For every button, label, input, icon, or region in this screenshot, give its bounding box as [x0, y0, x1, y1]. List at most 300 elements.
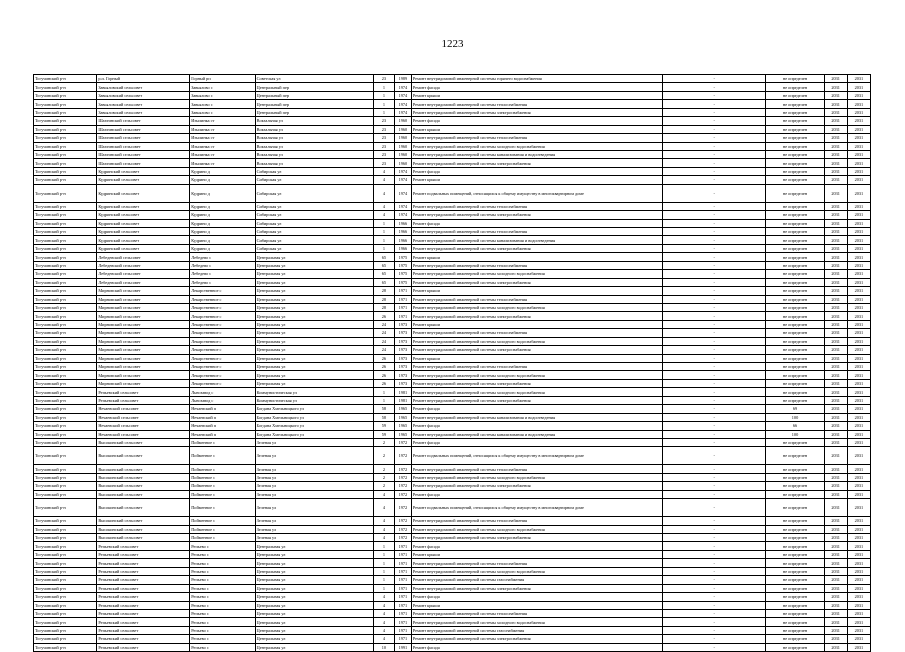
- settlement-cell: Пойменное с: [190, 534, 255, 542]
- area-cell: не определен: [766, 517, 824, 525]
- work-type-cell: Ремонт внутридомовой инженерной системы электроснабжения: [411, 211, 662, 219]
- district-cell: Тогучинский р-н: [34, 447, 97, 465]
- settlement-cell: Кудрино д: [190, 219, 255, 227]
- year-start-cell: 2031: [824, 346, 847, 354]
- settlement-cell: Лекарственное с: [190, 303, 255, 311]
- work-type-cell: Ремонт внутридомовой инженерной системы холодного водоснабжения: [411, 525, 662, 533]
- district-cell: Тогучинский р-н: [34, 320, 97, 328]
- year-built-cell: 1972: [394, 447, 411, 465]
- year-built-cell: 1972: [394, 517, 411, 525]
- cost-cell: -: [663, 430, 766, 438]
- district-cell: Тогучинский р-н: [34, 542, 97, 550]
- cost-cell: -: [663, 261, 766, 269]
- street-cell: Сибирская ул: [255, 228, 373, 236]
- house-number-cell: 1: [373, 236, 394, 244]
- house-number-cell: 4: [373, 601, 394, 609]
- municipality-cell: Шахтинский сельсовет: [97, 159, 190, 167]
- year-built-cell: 1960: [394, 134, 411, 142]
- year-start-cell: 2031: [824, 473, 847, 481]
- cost-cell: -: [663, 517, 766, 525]
- year-built-cell: 1971: [394, 626, 411, 634]
- cost-cell: -: [663, 593, 766, 601]
- work-type-cell: Ремонт внутридомовой инженерной системы теплоснабжения: [411, 100, 662, 108]
- year-start-cell: 2031: [824, 337, 847, 345]
- area-cell: не определен: [766, 100, 824, 108]
- district-cell: Тогучинский р-н: [34, 211, 97, 219]
- cost-cell: -: [663, 219, 766, 227]
- year-built-cell: 1966: [394, 236, 411, 244]
- work-type-cell: Ремонт крыши: [411, 320, 662, 328]
- house-number-cell: 2: [373, 465, 394, 473]
- area-cell: не определен: [766, 379, 824, 387]
- municipality-cell: Мирновский сельсовет: [97, 287, 190, 295]
- district-cell: Тогучинский р-н: [34, 593, 97, 601]
- cost-cell: -: [663, 150, 766, 158]
- year-built-cell: 1974: [394, 211, 411, 219]
- area-cell: не определен: [766, 346, 824, 354]
- table-row: [34, 228, 871, 236]
- year-built-cell: 1965: [394, 430, 411, 438]
- cost-cell: -: [663, 312, 766, 320]
- district-cell: Тогучинский р-н: [34, 499, 97, 517]
- repair-schedule-table: [33, 74, 871, 652]
- area-cell: не определен: [766, 465, 824, 473]
- house-number-cell: 65: [373, 278, 394, 286]
- street-cell: Центральная ул: [255, 303, 373, 311]
- year-built-cell: 1973: [394, 363, 411, 371]
- street-cell: Сибирская ул: [255, 176, 373, 184]
- cost-cell: -: [663, 550, 766, 558]
- year-built-cell: 1991: [394, 643, 411, 651]
- year-end-cell: 2031: [847, 202, 870, 210]
- table-row: [34, 371, 871, 379]
- district-cell: Тогучинский р-н: [34, 517, 97, 525]
- year-start-cell: 2031: [824, 438, 847, 446]
- area-cell: не определен: [766, 244, 824, 252]
- year-end-cell: 2031: [847, 618, 870, 626]
- district-cell: Тогучинский р-н: [34, 100, 97, 108]
- year-end-cell: 2031: [847, 346, 870, 354]
- cost-cell: -: [663, 534, 766, 542]
- settlement-cell: Кудрино д: [190, 202, 255, 210]
- table-row: [34, 270, 871, 278]
- year-end-cell: 2031: [847, 91, 870, 99]
- cost-cell: -: [663, 117, 766, 125]
- year-built-cell: 1973: [394, 329, 411, 337]
- year-end-cell: 2031: [847, 295, 870, 303]
- year-start-cell: 2031: [824, 83, 847, 91]
- settlement-cell: Репьево с: [190, 559, 255, 567]
- year-built-cell: 1975: [394, 253, 411, 261]
- municipality-cell: Высокинский сельсовет: [97, 482, 190, 490]
- work-type-cell: Ремонт внутридомовой инженерной системы холодного водоснабжения: [411, 142, 662, 150]
- settlement-cell: Кудрино д: [190, 228, 255, 236]
- house-number-cell: 23: [373, 75, 394, 83]
- municipality-cell: Шахтинский сельсовет: [97, 117, 190, 125]
- year-built-cell: 1981: [394, 396, 411, 404]
- district-cell: Тогучинский р-н: [34, 312, 97, 320]
- cost-cell: -: [663, 559, 766, 567]
- street-cell: Зеленая ул: [255, 482, 373, 490]
- settlement-cell: Репьево с: [190, 542, 255, 550]
- settlement-cell: Лекарственное с: [190, 354, 255, 362]
- municipality-cell: Кудринский сельсовет: [97, 202, 190, 210]
- table-row: [34, 91, 871, 99]
- house-number-cell: 65: [373, 270, 394, 278]
- street-cell: Зеленая ул: [255, 447, 373, 465]
- municipality-cell: Завьяловский сельсовет: [97, 83, 190, 91]
- year-start-cell: 2031: [824, 609, 847, 617]
- work-type-cell: Ремонт внутридомовой инженерной системы теплоснабжения: [411, 609, 662, 617]
- municipality-cell: Кудринский сельсовет: [97, 228, 190, 236]
- street-cell: Центральная ул: [255, 379, 373, 387]
- year-start-cell: 2031: [824, 379, 847, 387]
- year-built-cell: 1974: [394, 184, 411, 202]
- table-row: [34, 499, 871, 517]
- work-type-cell: Ремонт фасада: [411, 438, 662, 446]
- year-start-cell: 2031: [824, 542, 847, 550]
- table-row: [34, 567, 871, 575]
- year-start-cell: 2031: [824, 517, 847, 525]
- settlement-cell: Кудрино д: [190, 167, 255, 175]
- work-type-cell: Ремонт подвальных помещений, относящихся к общему имуществу в многоквартирном доме: [411, 447, 662, 465]
- year-end-cell: 2031: [847, 270, 870, 278]
- house-number-cell: 1: [373, 559, 394, 567]
- district-cell: Тогучинский р-н: [34, 490, 97, 498]
- house-number-cell: 1: [373, 584, 394, 592]
- settlement-cell: Кудрино д: [190, 176, 255, 184]
- year-start-cell: 2031: [824, 430, 847, 438]
- year-built-cell: 1966: [394, 244, 411, 252]
- municipality-cell: Высокинский сельсовет: [97, 465, 190, 473]
- house-number-cell: 4: [373, 499, 394, 517]
- year-end-cell: 2031: [847, 320, 870, 328]
- settlement-cell: Лебедево с: [190, 261, 255, 269]
- cost-cell: -: [663, 405, 766, 413]
- work-type-cell: Ремонт подвальных помещений, относящихся к общему имуществу в многоквартирном доме: [411, 184, 662, 202]
- year-start-cell: 2031: [824, 91, 847, 99]
- area-cell: не определен: [766, 312, 824, 320]
- year-built-cell: 1966: [394, 219, 411, 227]
- year-end-cell: 2031: [847, 75, 870, 83]
- area-cell: не определен: [766, 525, 824, 533]
- district-cell: Тогучинский р-н: [34, 167, 97, 175]
- table-row: [34, 618, 871, 626]
- year-start-cell: 2031: [824, 601, 847, 609]
- year-built-cell: 1975: [394, 270, 411, 278]
- municipality-cell: Шахтинский сельсовет: [97, 134, 190, 142]
- cost-cell: -: [663, 413, 766, 421]
- year-built-cell: 1971: [394, 312, 411, 320]
- house-number-cell: 28: [373, 295, 394, 303]
- year-built-cell: 1972: [394, 438, 411, 446]
- house-number-cell: 23: [373, 117, 394, 125]
- district-cell: Тогучинский р-н: [34, 422, 97, 430]
- year-end-cell: 2031: [847, 167, 870, 175]
- area-cell: 69: [766, 405, 824, 413]
- work-type-cell: Ремонт фасада: [411, 117, 662, 125]
- street-cell: Центральная ул: [255, 593, 373, 601]
- work-type-cell: Ремонт фасада: [411, 643, 662, 651]
- table-row: [34, 253, 871, 261]
- work-type-cell: Ремонт фасада: [411, 167, 662, 175]
- area-cell: не определен: [766, 211, 824, 219]
- table-row: [34, 312, 871, 320]
- area-cell: не определен: [766, 202, 824, 210]
- area-cell: не определен: [766, 354, 824, 362]
- municipality-cell: Мирновский сельсовет: [97, 371, 190, 379]
- year-end-cell: 2031: [847, 584, 870, 592]
- year-start-cell: 2031: [824, 150, 847, 158]
- page-number: 1223: [441, 38, 464, 50]
- house-number-cell: 23: [373, 125, 394, 133]
- district-cell: Тогучинский р-н: [34, 329, 97, 337]
- area-cell: не определен: [766, 261, 824, 269]
- table-row: [34, 379, 871, 387]
- settlement-cell: Лекарственное с: [190, 379, 255, 387]
- street-cell: Центральная ул: [255, 635, 373, 643]
- house-number-cell: 28: [373, 287, 394, 295]
- work-type-cell: Ремонт фасада: [411, 422, 662, 430]
- house-number-cell: 4: [373, 490, 394, 498]
- cost-cell: -: [663, 609, 766, 617]
- cost-cell: -: [663, 176, 766, 184]
- cost-cell: -: [663, 287, 766, 295]
- municipality-cell: Репьевский сельсовет: [97, 643, 190, 651]
- area-cell: не определен: [766, 91, 824, 99]
- settlement-cell: Кудрино д: [190, 211, 255, 219]
- year-start-cell: 2031: [824, 618, 847, 626]
- area-cell: не определен: [766, 473, 824, 481]
- house-number-cell: 4: [373, 202, 394, 210]
- year-built-cell: 1965: [394, 413, 411, 421]
- street-cell: Богдана Хмельницкого ул: [255, 422, 373, 430]
- area-cell: не определен: [766, 253, 824, 261]
- settlement-cell: Нечаевский п: [190, 405, 255, 413]
- year-end-cell: 2031: [847, 447, 870, 465]
- year-built-cell: 1972: [394, 473, 411, 481]
- cost-cell: -: [663, 295, 766, 303]
- municipality-cell: Высокинский сельсовет: [97, 447, 190, 465]
- cost-cell: -: [663, 601, 766, 609]
- year-built-cell: 1971: [394, 303, 411, 311]
- house-number-cell: 24: [373, 329, 394, 337]
- municipality-cell: Кудринский сельсовет: [97, 219, 190, 227]
- district-cell: Тогучинский р-н: [34, 601, 97, 609]
- municipality-cell: Нечаевский сельсовет: [97, 422, 190, 430]
- district-cell: Тогучинский р-н: [34, 184, 97, 202]
- house-number-cell: 4: [373, 525, 394, 533]
- work-type-cell: Ремонт внутридомовой инженерной системы теплоснабжения: [411, 559, 662, 567]
- house-number-cell: 26: [373, 379, 394, 387]
- street-cell: Сибирская ул: [255, 202, 373, 210]
- municipality-cell: Высокинский сельсовет: [97, 438, 190, 446]
- year-end-cell: 2031: [847, 388, 870, 396]
- house-number-cell: 59: [373, 430, 394, 438]
- municipality-cell: Мирновский сельсовет: [97, 346, 190, 354]
- street-cell: Центральная ул: [255, 576, 373, 584]
- area-cell: не определен: [766, 134, 824, 142]
- area-cell: не определен: [766, 584, 824, 592]
- area-cell: не определен: [766, 534, 824, 542]
- year-built-cell: 1971: [394, 609, 411, 617]
- year-end-cell: 2031: [847, 413, 870, 421]
- municipality-cell: р.п. Горный: [97, 75, 190, 83]
- municipality-cell: Шахтинский сельсовет: [97, 150, 190, 158]
- house-number-cell: 2: [373, 473, 394, 481]
- area-cell: не определен: [766, 150, 824, 158]
- district-cell: Тогучинский р-н: [34, 83, 97, 91]
- table-row: [34, 83, 871, 91]
- area-cell: не определен: [766, 270, 824, 278]
- cost-cell: -: [663, 482, 766, 490]
- work-type-cell: Ремонт внутридомовой инженерной системы электроснабжения: [411, 534, 662, 542]
- district-cell: Тогучинский р-н: [34, 473, 97, 481]
- table-row: [34, 236, 871, 244]
- cost-cell: -: [663, 100, 766, 108]
- street-cell: Центральная ул: [255, 567, 373, 575]
- street-cell: Зеленая ул: [255, 517, 373, 525]
- year-end-cell: 2031: [847, 465, 870, 473]
- year-start-cell: 2031: [824, 312, 847, 320]
- house-number-cell: 4: [373, 618, 394, 626]
- district-cell: Тогучинский р-н: [34, 396, 97, 404]
- municipality-cell: Лебедевский сельсовет: [97, 261, 190, 269]
- municipality-cell: Нечаевский сельсовет: [97, 413, 190, 421]
- municipality-cell: Репьевский сельсовет: [97, 396, 190, 404]
- municipality-cell: Репьевский сельсовет: [97, 584, 190, 592]
- work-type-cell: Ремонт внутридомовой инженерной системы электроснабжения: [411, 635, 662, 643]
- municipality-cell: Кудринский сельсовет: [97, 167, 190, 175]
- area-cell: не определен: [766, 371, 824, 379]
- house-number-cell: 2: [373, 447, 394, 465]
- area-cell: не определен: [766, 609, 824, 617]
- street-cell: Центральная ул: [255, 626, 373, 634]
- municipality-cell: Репьевский сельсовет: [97, 618, 190, 626]
- house-number-cell: 4: [373, 534, 394, 542]
- street-cell: Центральная ул: [255, 320, 373, 328]
- table-body: [34, 75, 871, 652]
- area-cell: не определен: [766, 167, 824, 175]
- municipality-cell: Кудринский сельсовет: [97, 211, 190, 219]
- year-built-cell: 1960: [394, 150, 411, 158]
- district-cell: Тогучинский р-н: [34, 643, 97, 651]
- year-end-cell: 2031: [847, 517, 870, 525]
- house-number-cell: 26: [373, 354, 394, 362]
- year-end-cell: 2031: [847, 396, 870, 404]
- house-number-cell: 4: [373, 609, 394, 617]
- year-end-cell: 2031: [847, 159, 870, 167]
- table-row: [34, 525, 871, 533]
- year-start-cell: 2031: [824, 576, 847, 584]
- cost-cell: -: [663, 525, 766, 533]
- area-cell: не определен: [766, 228, 824, 236]
- street-cell: Коммунистическая ул: [255, 388, 373, 396]
- area-cell: не определен: [766, 125, 824, 133]
- work-type-cell: Ремонт внутридомовой инженерной системы холодного водоснабжения: [411, 371, 662, 379]
- district-cell: Тогучинский р-н: [34, 108, 97, 116]
- settlement-cell: Кудрино д: [190, 244, 255, 252]
- table-row: [34, 320, 871, 328]
- house-number-cell: 4: [373, 167, 394, 175]
- street-cell: Центральная ул: [255, 261, 373, 269]
- year-end-cell: 2031: [847, 550, 870, 558]
- year-start-cell: 2031: [824, 635, 847, 643]
- year-built-cell: 1972: [394, 482, 411, 490]
- year-built-cell: 1971: [394, 576, 411, 584]
- area-cell: не определен: [766, 159, 824, 167]
- district-cell: Тогучинский р-н: [34, 134, 97, 142]
- year-built-cell: 1971: [394, 542, 411, 550]
- work-type-cell: Ремонт внутридомовой инженерной системы холодного водоснабжения: [411, 337, 662, 345]
- cost-cell: -: [663, 134, 766, 142]
- year-end-cell: 2031: [847, 593, 870, 601]
- cost-cell: -: [663, 75, 766, 83]
- street-cell: Сибирская ул: [255, 184, 373, 202]
- municipality-cell: Мирновский сельсовет: [97, 303, 190, 311]
- year-start-cell: 2031: [824, 584, 847, 592]
- year-start-cell: 2031: [824, 329, 847, 337]
- area-cell: не определен: [766, 388, 824, 396]
- district-cell: Тогучинский р-н: [34, 228, 97, 236]
- cost-cell: -: [663, 91, 766, 99]
- year-end-cell: 2031: [847, 430, 870, 438]
- settlement-cell: Репьево с: [190, 635, 255, 643]
- area-cell: не определен: [766, 184, 824, 202]
- house-number-cell: 10: [373, 643, 394, 651]
- municipality-cell: Кудринский сельсовет: [97, 184, 190, 202]
- year-start-cell: 2031: [824, 108, 847, 116]
- area-cell: не определен: [766, 567, 824, 575]
- settlement-cell: Репьево с: [190, 626, 255, 634]
- district-cell: Тогучинский р-н: [34, 159, 97, 167]
- settlement-cell: Репьево с: [190, 609, 255, 617]
- district-cell: Тогучинский р-н: [34, 388, 97, 396]
- year-start-cell: 2031: [824, 176, 847, 184]
- work-type-cell: Ремонт крыши: [411, 287, 662, 295]
- table-row: [34, 609, 871, 617]
- area-cell: не определен: [766, 438, 824, 446]
- area-cell: не определен: [766, 626, 824, 634]
- cost-cell: -: [663, 184, 766, 202]
- settlement-cell: Нечаевский п: [190, 413, 255, 421]
- table-row: [34, 261, 871, 269]
- municipality-cell: Завьяловский сельсовет: [97, 100, 190, 108]
- municipality-cell: Репьевский сельсовет: [97, 388, 190, 396]
- cost-cell: -: [663, 303, 766, 311]
- house-number-cell: 26: [373, 363, 394, 371]
- table-row: [34, 413, 871, 421]
- settlement-cell: Пойменное с: [190, 447, 255, 465]
- settlement-cell: Изылинка ст: [190, 117, 255, 125]
- cost-cell: -: [663, 228, 766, 236]
- cost-cell: -: [663, 567, 766, 575]
- year-end-cell: 2031: [847, 542, 870, 550]
- year-end-cell: 2031: [847, 329, 870, 337]
- work-type-cell: Ремонт внутридомовой инженерной системы теплоснабжения: [411, 134, 662, 142]
- street-cell: Центральная ул: [255, 329, 373, 337]
- cost-cell: -: [663, 329, 766, 337]
- street-cell: Советская ул: [255, 75, 373, 83]
- settlement-cell: Лебедево с: [190, 270, 255, 278]
- work-type-cell: Ремонт внутридомовой инженерной системы теплоснабжения: [411, 202, 662, 210]
- work-type-cell: Ремонт внутридомовой инженерной системы электроснабжения: [411, 108, 662, 116]
- street-cell: Центральная ул: [255, 295, 373, 303]
- house-number-cell: 1: [373, 396, 394, 404]
- work-type-cell: Ремонт внутридомовой инженерной системы электроснабжения: [411, 396, 662, 404]
- year-end-cell: 2031: [847, 219, 870, 227]
- year-built-cell: 1973: [394, 371, 411, 379]
